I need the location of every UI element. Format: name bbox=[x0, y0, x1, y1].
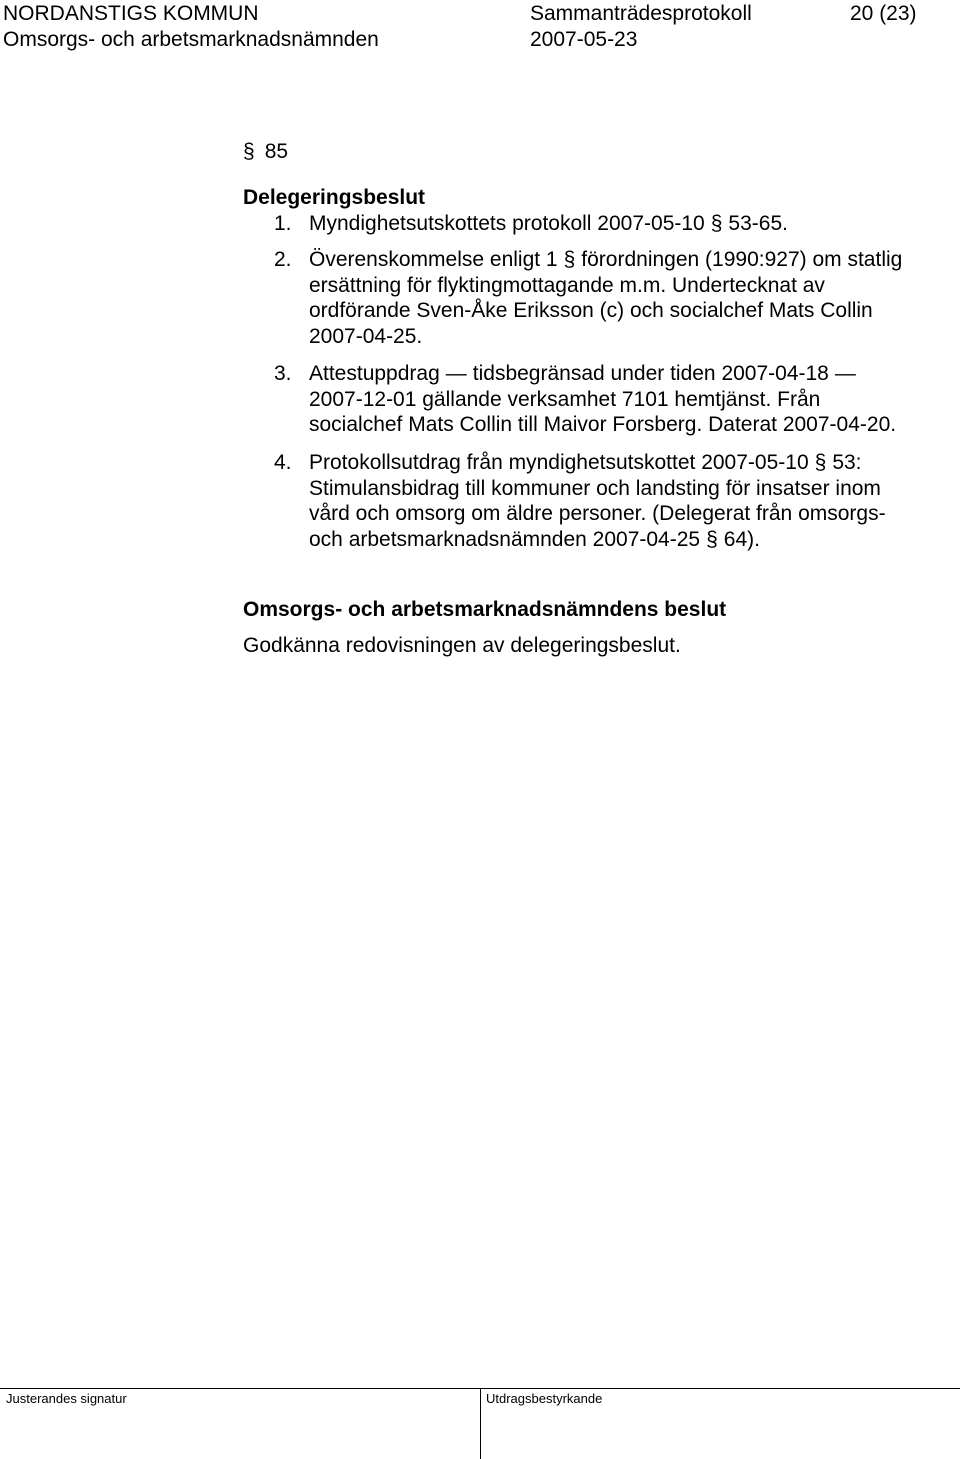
paragraph-symbol: § bbox=[710, 212, 723, 235]
paragraph-symbol: § bbox=[814, 451, 827, 474]
header-doc-type: Sammanträdesprotokoll bbox=[530, 2, 752, 25]
section-symbol: § bbox=[243, 140, 255, 163]
text-line: Överenskommelse enligt 1 § förordningen (1990:927) om statlig bbox=[309, 248, 903, 271]
text-line: 2007-04-25. bbox=[309, 324, 423, 348]
em-dash: — bbox=[834, 362, 856, 385]
section-title: Delegeringsbeslut bbox=[243, 186, 426, 209]
text-line: Stimulansbidrag till kommuner och landsting för insatser inom bbox=[309, 476, 881, 500]
list-item-number: 2. bbox=[274, 248, 292, 271]
text-line: Myndighetsutskottets protokoll 2007-05-10 § 53-65. bbox=[309, 212, 788, 235]
header-org: NORDANSTIGS KOMMUN bbox=[3, 2, 259, 25]
text-line: Protokollsutdrag från myndighetsutskottet 2007-05-10 § 53: bbox=[309, 451, 862, 474]
header-committee: Omsorgs- och arbetsmarknadsnämnden bbox=[3, 28, 379, 51]
list-item-number: 1. bbox=[274, 212, 292, 235]
list-item-text bbox=[309, 450, 959, 552]
list-item-text bbox=[309, 247, 959, 349]
em-dash: — bbox=[445, 362, 467, 385]
section-heading bbox=[243, 140, 288, 164]
text-line: ersättning för flyktingmottagande m.m. Undertecknat av bbox=[309, 273, 825, 297]
list-item-text bbox=[309, 361, 959, 438]
text-line: ordförande Sven-Åke Eriksson (c) och socialchef Mats Collin bbox=[309, 299, 873, 322]
paragraph-symbol: § bbox=[563, 248, 576, 271]
text-line: socialchef Mats Collin till Maivor Forsberg. Daterat 2007-04-20. bbox=[309, 413, 897, 436]
footer-column-divider bbox=[480, 1388, 481, 1459]
section-number: 85 bbox=[264, 140, 289, 163]
certification-label: Utdragsbestyrkande bbox=[486, 1391, 603, 1406]
text-line: och arbetsmarknadsnämnden 2007-04-25 § 64). bbox=[309, 527, 760, 551]
list-item-number: 4. bbox=[274, 451, 292, 474]
decision-text: Godkänna redovisningen av delegeringsbeslut. bbox=[243, 634, 681, 657]
list-item-text bbox=[309, 211, 959, 237]
text-line: 2007-12-01 gällande verksamhet 7101 hemtjänst. Från bbox=[309, 387, 821, 411]
text-line: vård och omsorg om äldre personer. (Delegerat från omsorgs- bbox=[309, 502, 886, 525]
header-page-number: 20 (23) bbox=[850, 2, 917, 25]
paragraph-symbol: § bbox=[706, 527, 718, 551]
text-line: Attestuppdrag — tidsbegränsad under tiden 2007-04-18 — bbox=[309, 362, 856, 385]
signature-label: Justerandes signatur bbox=[6, 1391, 127, 1406]
decision-title: Omsorgs- och arbetsmarknadsnämndens beslut bbox=[243, 598, 727, 621]
header-date: 2007-05-23 bbox=[530, 28, 638, 51]
list-item-number: 3. bbox=[274, 362, 292, 385]
